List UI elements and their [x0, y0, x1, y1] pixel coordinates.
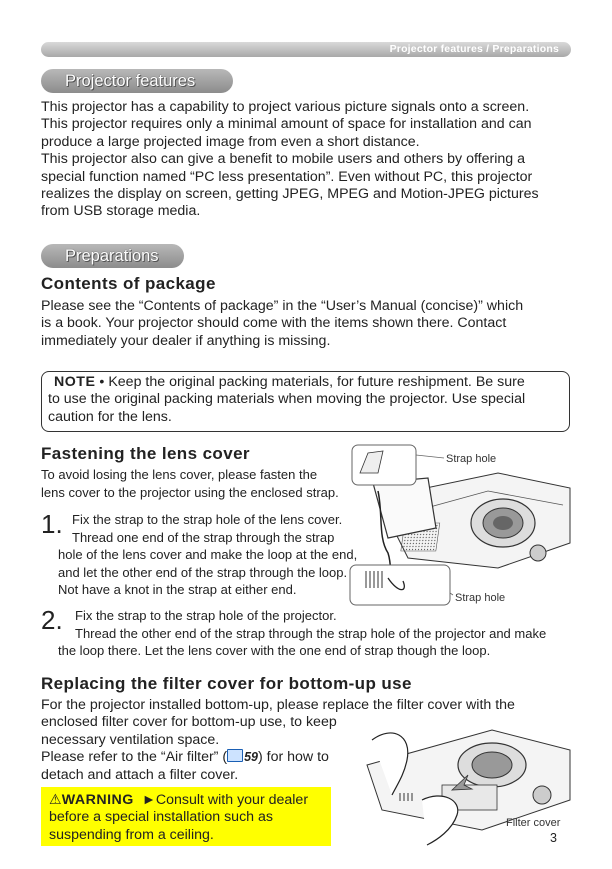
text-line: This projector requires only a minimal amount of space for installation and can	[41, 116, 532, 133]
text-line: Thread the other end of the strap through the strap hole of the projector and make	[75, 625, 547, 641]
text-line: from USB storage media.	[41, 203, 201, 220]
text-line: special function named “PC less presentation”. Even without PC, this projector	[41, 168, 533, 185]
text-line: ►Consult with your dealer	[141, 792, 309, 808]
text-line: immediately your dealer if anything is missing.	[41, 332, 331, 349]
text-line: Fix the strap to the strap hole of the lens cover.	[72, 512, 343, 527]
text-line: To avoid losing the lens cover, please fasten the	[41, 467, 318, 482]
text-line: enclosed filter cover for bottom-up use, to keep	[41, 714, 337, 731]
text-line: Fix the strap to the strap hole of the projector.	[75, 608, 337, 623]
step-2-number: 2.	[41, 605, 63, 635]
text-line: Thread one end of the strap through the strap	[72, 529, 335, 545]
text-line: realizes the display on screen, getting JPEG, MPEG and Motion-JPEG pictures	[41, 186, 539, 203]
note-label: NOTE	[54, 374, 96, 390]
text-line: produce a large projected image from even a short distance.	[41, 133, 420, 150]
lens-cover-heading: Fastening the lens cover	[41, 444, 250, 463]
text-line: necessary ventilation space.	[41, 731, 220, 748]
warning-label: WARNING	[61, 792, 134, 808]
page-number: 3	[550, 831, 557, 845]
text-line: This projector has a capability to project various picture signals onto a screen.	[41, 99, 530, 115]
text-line: the loop there. Let the lens cover with the one end of strap though the loop.	[58, 643, 491, 659]
text-fragment: ) for how to	[257, 749, 329, 766]
contents-paragraph	[41, 298, 571, 350]
text-fragment: Please refer to the “Air filter” (	[41, 749, 228, 766]
text-line: • Keep the original packing materials, for future reshipment. Be sure	[99, 374, 525, 390]
filter-cover-heading: Replacing the filter cover for bottom-up use	[41, 674, 412, 693]
warning-text	[49, 792, 329, 844]
text-line: hole of the lens cover and make the loop at the end,	[58, 547, 358, 563]
text-line: suspending from a ceiling.	[49, 826, 214, 843]
text-line: to use the original packing materials when moving the projector. Use special	[48, 391, 526, 408]
text-line: detach and attach a filter cover.	[41, 766, 239, 783]
features-paragraph	[41, 99, 571, 221]
preparations-heading: Preparations	[41, 244, 184, 268]
step-1-number: 1.	[41, 509, 63, 539]
warning-triangle-icon: ⚠	[49, 792, 62, 808]
text-line: is a book. Your projector should come with the items shown there. Contact	[41, 315, 507, 332]
text-line: Please see the “Contents of package” in the “User’s Manual (concise)” which	[41, 298, 524, 314]
text-line: lens cover to the projector using the enclosed strap.	[41, 484, 339, 500]
text-line: caution for the lens.	[48, 408, 172, 425]
strap-hole-caption-top: Strap hole	[446, 453, 497, 465]
header-section-title: Projector features / Preparations	[389, 43, 559, 55]
text-line: For the projector installed bottom-up, please replace the filter cover with the	[41, 697, 515, 713]
strap-hole-caption-bottom: Strap hole	[455, 592, 506, 604]
contents-of-package-heading: Contents of package	[41, 274, 216, 293]
text-line: and let the other end of the strap through the loop.	[58, 564, 348, 580]
text-line: Not have a knot in the strap at either end.	[58, 582, 297, 598]
step-1-text	[58, 511, 358, 599]
filter-cover-caption: Filter cover	[506, 817, 561, 829]
text-line: This projector also can give a benefit to mobile users and others by offering a	[41, 151, 525, 168]
page-reference-link[interactable]: 59	[244, 750, 258, 765]
lens-cover-intro	[41, 466, 351, 501]
note-text	[48, 374, 568, 426]
lens-cover-strap-illustration	[348, 443, 573, 608]
header-bar	[41, 42, 571, 57]
book-icon	[227, 749, 243, 762]
text-line: before a special installation such as	[49, 809, 273, 826]
step-2-text	[58, 607, 568, 660]
projector-features-heading: Projector features	[41, 69, 233, 93]
filter-cover-illustration	[352, 715, 572, 850]
